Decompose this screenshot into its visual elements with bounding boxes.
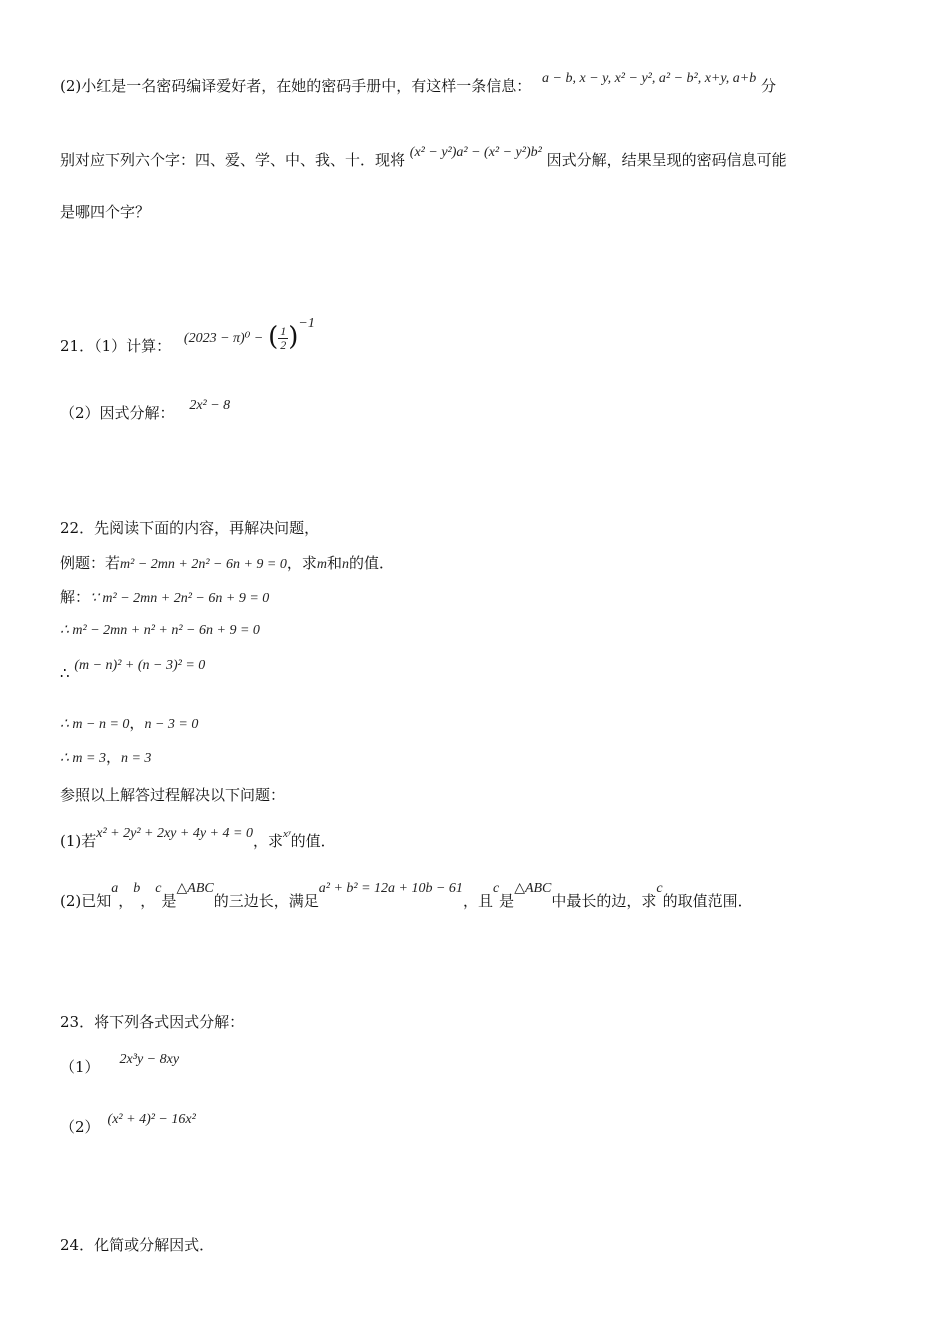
q22-example-end: 的值． xyxy=(349,554,395,572)
q21-frac-den: 2 xyxy=(280,337,287,352)
q22-p2-text1: 的三边长，满足 xyxy=(213,892,319,910)
q20-2-line2 xyxy=(60,145,787,170)
q21-part2-math: 2x² − 8 xyxy=(189,398,231,413)
q22-sol-label: 解： xyxy=(60,588,91,606)
q22-p2-b: b xyxy=(133,881,141,896)
q22-ref: 参照以上解答过程解决以下问题： xyxy=(60,786,286,804)
q22-p1-end: 的值． xyxy=(290,832,336,850)
q20-2-line1 xyxy=(60,71,777,96)
q23-p2 xyxy=(60,1112,196,1137)
q22-sol5b: n = 3 xyxy=(120,751,152,766)
q22-p1-mid: ，求 xyxy=(252,832,283,850)
q22-p1 xyxy=(60,826,336,851)
q22-sol1 xyxy=(60,586,269,607)
q22-sol4a: ∴ m − n = 0 xyxy=(60,717,130,732)
q20-2-line2-text: 别对应下列六个字：四、爱、学、中、我、十．现将 xyxy=(60,151,406,169)
q21-part1-math: (2023 − π)⁰ − xyxy=(183,331,264,346)
q21-exp: −1 xyxy=(298,316,315,331)
q22-p2-triangle: △ABC xyxy=(176,881,214,896)
q23-p2-label: （2） xyxy=(60,1118,100,1136)
q21-part1 xyxy=(60,316,315,361)
q22-example-math: m² − 2mn + 2n² − 6n + 9 = 0 xyxy=(120,557,287,572)
q22-p2-label: (2)已知 xyxy=(60,892,112,910)
q22-p1-math: x² + 2y² + 2xy + 4y + 4 = 0 xyxy=(96,826,253,841)
q22-sol4b: n − 3 = 0 xyxy=(144,717,199,732)
q22-p2-is2: 是 xyxy=(499,892,515,910)
q20-2-line1-text: (2)小红是一名密码编译爱好者，在她的密码手册中，有这样一条信息： xyxy=(60,77,532,95)
q22-sol2 xyxy=(60,620,260,639)
q22-sol3-therefore: ∴ xyxy=(60,664,70,682)
q22-sol3-math: (m − n)² + (n − 3)² = 0 xyxy=(74,658,206,673)
q20-2-line1-math: a − b, x − y, x² − y², a² − b², x+y, a+b xyxy=(542,71,757,86)
q22-example-label: 例题：若 xyxy=(60,554,121,572)
q22-example-m: m xyxy=(316,557,328,572)
q21-part2-label: （2）因式分解： xyxy=(60,404,175,422)
q22-p2-triangle2: △ABC xyxy=(514,881,552,896)
q22-intro: 22．先阅读下面的内容，再解决问题， xyxy=(60,519,320,537)
q22-sol3 xyxy=(60,658,206,683)
q20-2-line3: 是哪四个字？ xyxy=(60,203,151,221)
q22-sol5: ∴ m = 3，n = 3 xyxy=(60,748,152,766)
q22-p2-c: c xyxy=(155,881,162,896)
q23-p1-label: （1） xyxy=(60,1058,100,1076)
q22-p2-c2: c xyxy=(492,881,500,896)
q21-part1-fraction: ( $\frac{1}{2}$ )$^{-1}$ xyxy=(268,316,315,352)
q22-p2-math: a² + b² = 12a + 10b − 61 xyxy=(318,881,463,896)
q23-p1 xyxy=(60,1052,180,1077)
q22-p1-label: (1)若 xyxy=(60,832,97,850)
q22-p2: (2)已知a，b，c是△ABC的三边长，满足a² + b² = 12a + 10b − 61，且c是△ABC中最长的边，求c的取值范围． xyxy=(60,881,753,910)
q22-p2-c3: c xyxy=(656,881,663,896)
q22-example xyxy=(60,552,394,573)
q21-frac-num: 1 xyxy=(280,323,287,338)
q20-2-line1-end: 分 xyxy=(761,77,777,95)
q22-p2-is: 是 xyxy=(161,892,177,910)
q22-sol5a: ∴ m = 3 xyxy=(60,751,106,766)
q21-part2 xyxy=(60,398,231,423)
q22-p2-end: 的取值范围． xyxy=(662,892,753,910)
q22-p2-text3: 中最长的边，求 xyxy=(551,892,657,910)
q20-2-line2-math: (x² − y²)a² − (x² − y²)b² xyxy=(409,145,542,160)
q22-example-and: 和 xyxy=(327,554,343,572)
q22-p2-a: a xyxy=(111,881,119,896)
q22-p2-text2: ，且 xyxy=(462,892,493,910)
q22-example-mid: ，求 xyxy=(286,554,317,572)
q22-sol4: ∴ m − n = 0，n − 3 = 0 xyxy=(60,714,199,732)
q22-sol1-math: ∵ m² − 2mn + 2n² − 6n + 9 = 0 xyxy=(90,591,270,606)
q22-sol2-math: ∴ m² − 2mn + n² + n² − 6n + 9 = 0 xyxy=(60,623,260,638)
q21-part1-label: 21．（1）计算： xyxy=(60,337,172,355)
q22-example-n: n xyxy=(342,557,350,572)
q22-p1-math2: xʸ xyxy=(282,828,291,840)
q24-intro: 24．化简或分解因式． xyxy=(60,1236,215,1254)
q20-2-line2-end: 因式分解，结果呈现的密码信息可能 xyxy=(546,151,787,169)
q23-p2-math: (x² + 4)² − 16x² xyxy=(107,1112,196,1127)
q23-intro: 23．将下列各式因式分解： xyxy=(60,1013,245,1031)
q23-p1-math: 2x³y − 8xy xyxy=(119,1052,180,1067)
